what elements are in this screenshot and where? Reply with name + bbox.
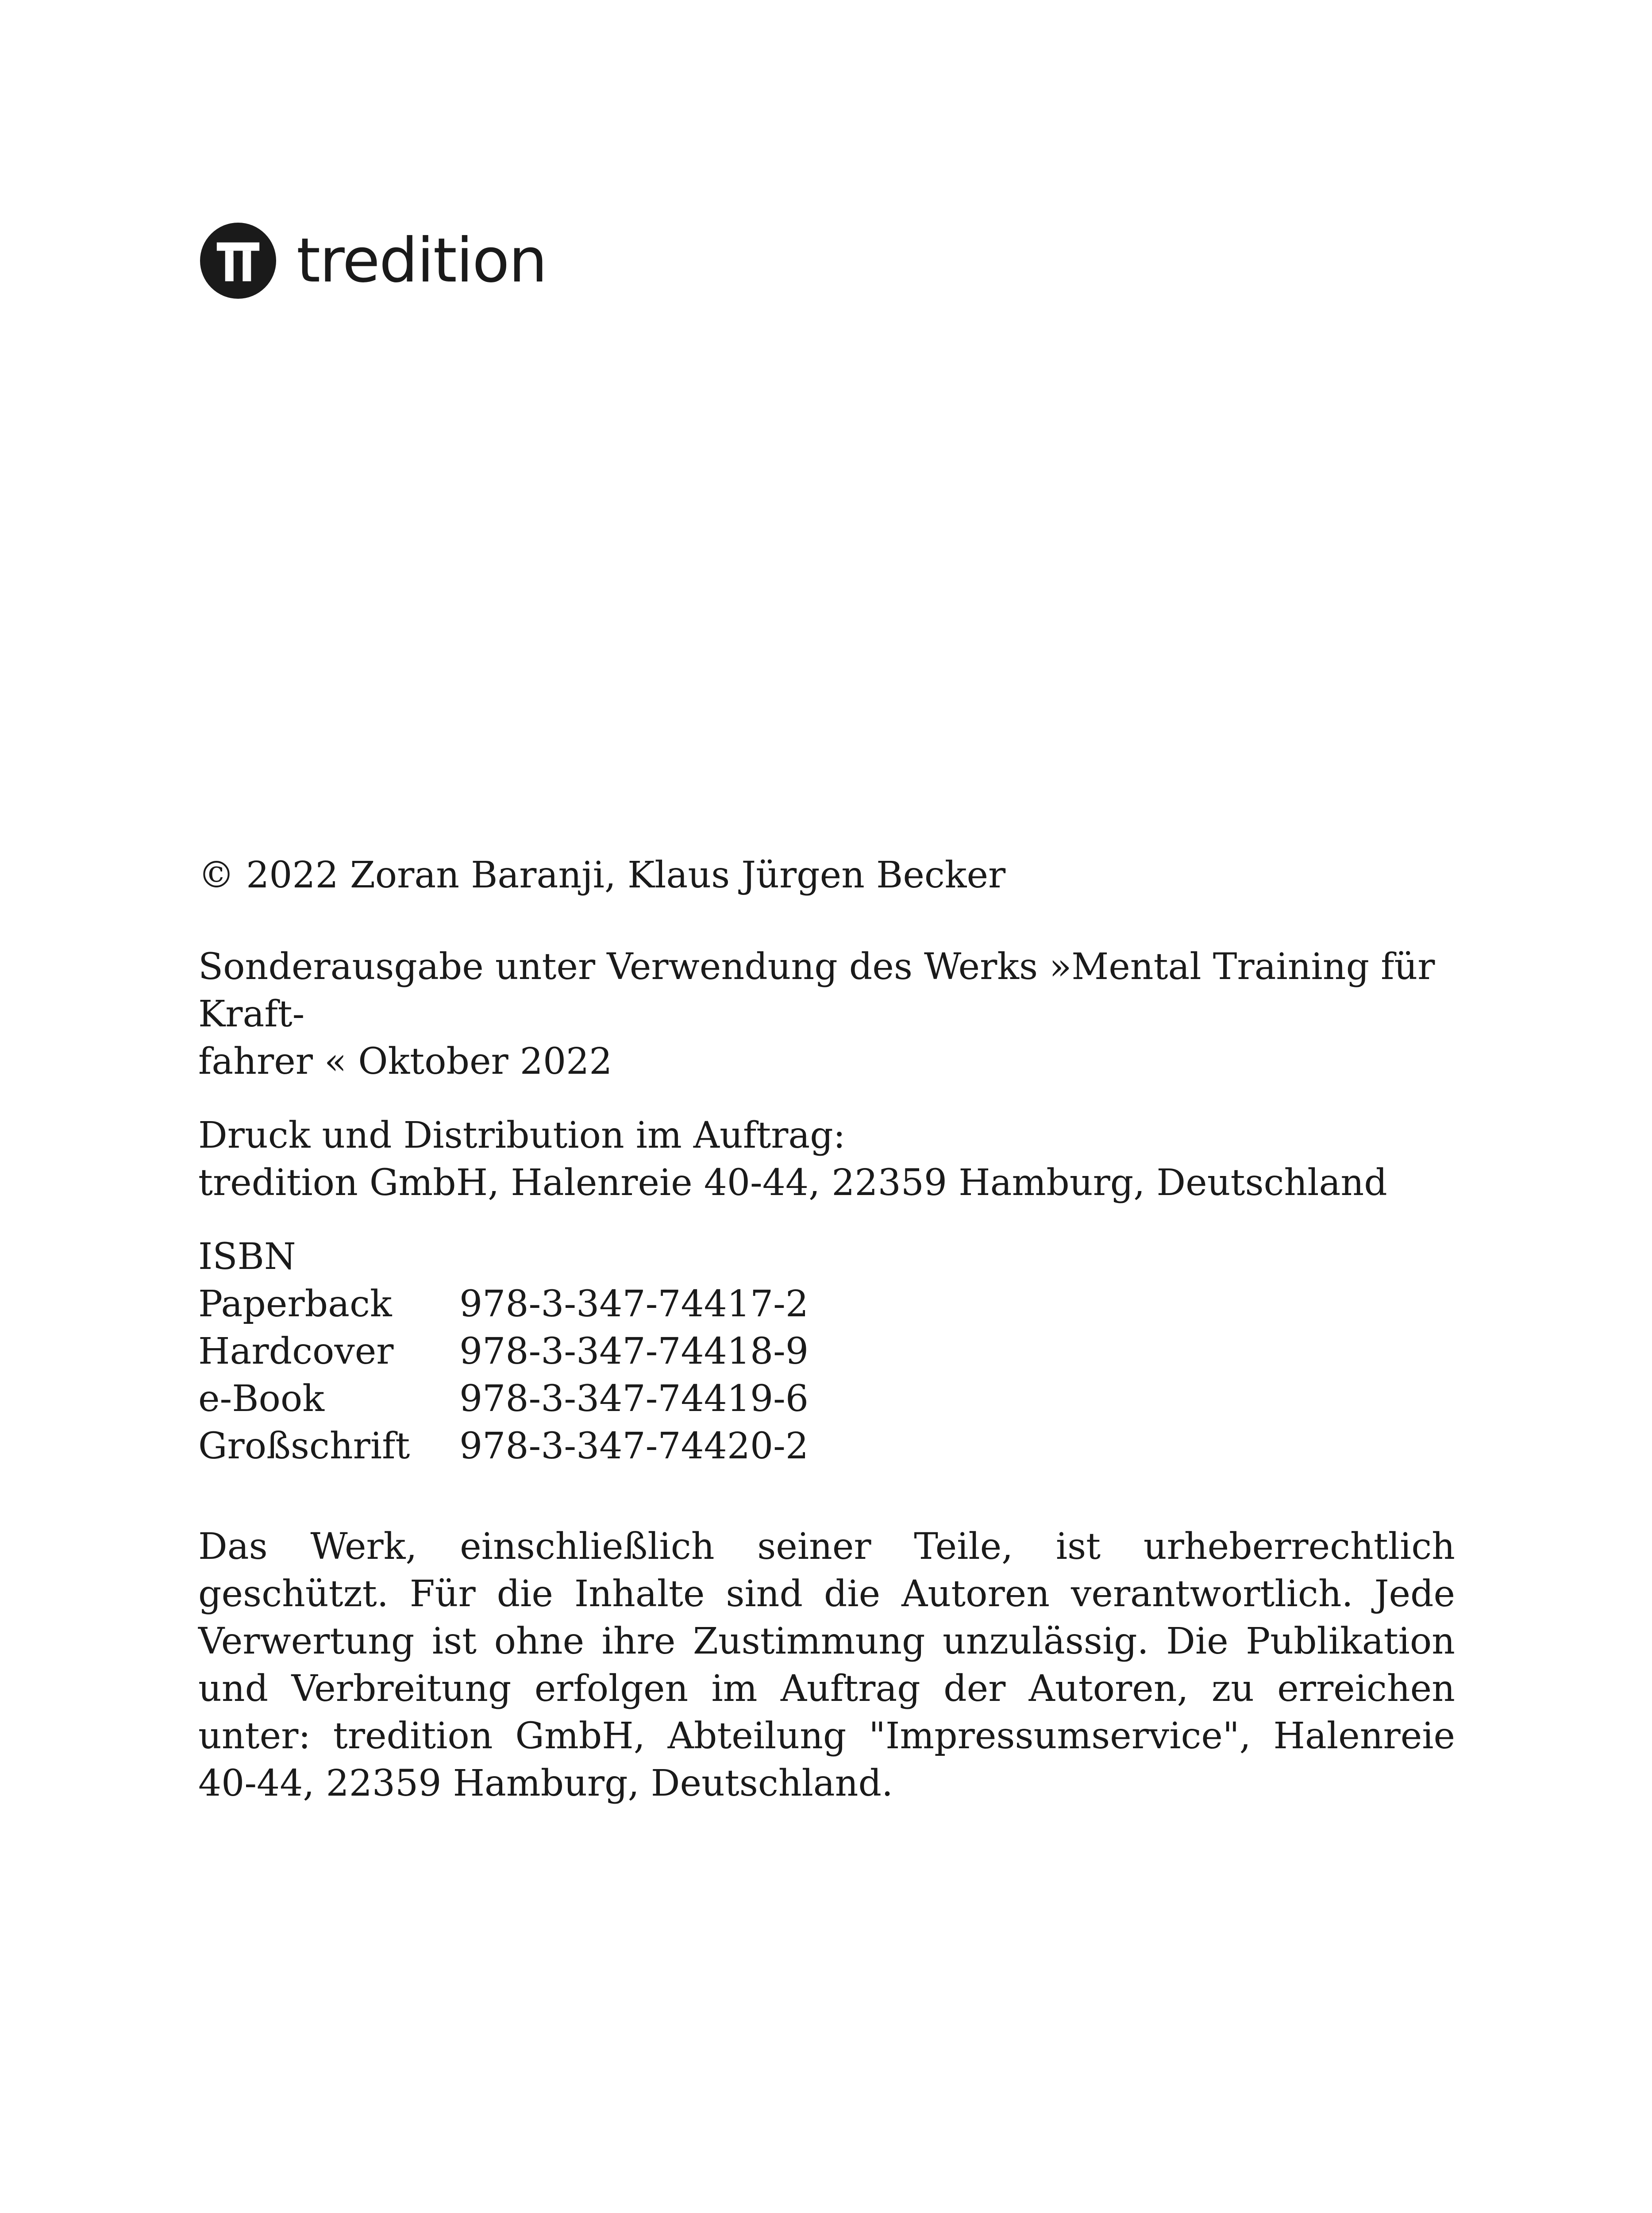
isbn-table: [198, 1280, 809, 1470]
isbn-format: Hardcover: [198, 1330, 394, 1373]
tredition-logo-icon: [200, 223, 276, 299]
isbn-heading: ISBN: [198, 1236, 296, 1278]
copyright-line: © 2022 Zoran Baranji, Klaus Jürgen Becker: [198, 854, 1006, 896]
isbn-format: e-Book: [198, 1378, 324, 1420]
isbn-row: [198, 1375, 809, 1423]
legal-notice: Das Werk, einschließlich seiner Teile, ist urheberrechtlich geschützt. Für die Inhalte sind die Autoren verantwortlich. Jede Verwertung ist ohne ihre Zustimmung unzulässig. Die Publikation und Verbreitung erfolgen im Auftrag der Autoren, zu erreichen unter: tredition GmbH, Abteilung "Impressumservice", Halenreie 40-44, 22359 Hamburg, Deutschland.: [198, 1526, 1455, 1804]
isbn-row: [198, 1328, 809, 1375]
edition-line-1: Sonderausgabe unter Verwendung des Werks »Mental Training für Kraft-: [198, 946, 1435, 1035]
isbn-format: Paperback: [198, 1283, 392, 1325]
isbn-row: [198, 1423, 809, 1470]
isbn-number: 978-3-347-74417-2: [459, 1283, 809, 1325]
isbn-number: 978-3-347-74418-9: [459, 1330, 809, 1373]
isbn-number: 978-3-347-74419-6: [459, 1378, 809, 1420]
publisher-logo: [200, 221, 547, 300]
isbn-format: Großschrift: [198, 1425, 410, 1467]
isbn-block: [198, 1233, 1455, 1470]
edition-note: [198, 943, 1455, 1085]
printing-note: [198, 1112, 1455, 1207]
edition-line-2: fahrer « Oktober 2022: [198, 1041, 612, 1083]
publisher-name: tredition: [297, 225, 547, 296]
imprint-content: [198, 852, 1455, 1807]
isbn-row: [198, 1280, 809, 1328]
isbn-number: 978-3-347-74420-2: [459, 1425, 809, 1467]
printing-line-1: Druck und Distribution im Auftrag:: [198, 1114, 846, 1157]
printing-line-2: tredition GmbH, Halenreie 40-44, 22359 Hamburg, Deutschland: [198, 1162, 1387, 1204]
